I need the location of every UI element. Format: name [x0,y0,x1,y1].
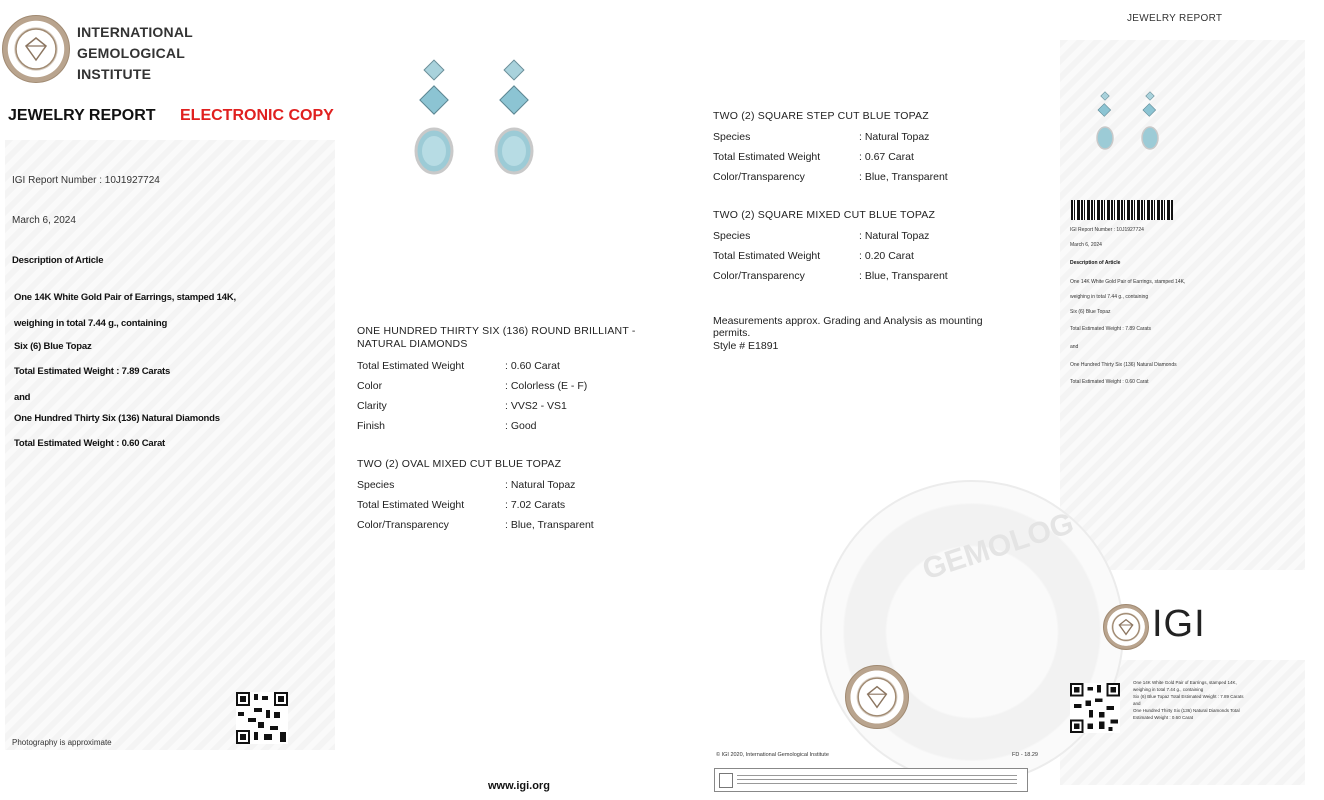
diamonds-row-value: : Good [505,420,537,432]
org-name-line2: GEMOLOGICAL [77,45,185,61]
oval-topaz-section-title: TWO (2) OVAL MIXED CUT BLUE TOPAZ [357,458,562,470]
diamonds-row-value: : Colorless (E - F) [505,380,588,392]
oval-row-value: : Natural Topaz [505,479,576,491]
watermark-text: GEMOLOG [918,506,1078,587]
mini-line: One 14K White Gold Pair of Earrings, stamped 14K, [1070,279,1186,285]
style-number: Style # E1891 [713,340,779,352]
diamonds-row-label: Color [357,380,383,392]
form-code: FD - 18.29 [1012,752,1038,758]
step-row-value: : Natural Topaz [859,131,930,143]
mixed-row-value: : 0.20 Carat [859,250,914,262]
description-line: One 14K White Gold Pair of Earrings, stamped 14K, [14,292,236,303]
mixed-row-value: : Blue, Transparent [859,270,948,282]
mini-description-heading: Description of Article [1070,260,1121,266]
step-row-label: Total Estimated Weight [713,151,821,163]
mixed-row-label: Total Estimated Weight [713,250,821,262]
website-link[interactable]: www.igi.org [488,780,550,792]
measurements-note-2: permits. [713,327,751,339]
oval-row-label: Species [357,479,395,491]
barcode [1071,200,1173,220]
igi-seal-stamp [845,665,909,729]
mini-qr-text: weighing in total 7.44 g., containing [1133,687,1204,692]
diamonds-row-label: Total Estimated Weight [357,360,465,372]
oval-row-label: Total Estimated Weight [357,499,465,511]
document-icon [719,773,733,788]
oval-row-value: : 7.02 Carats [505,499,566,511]
mini-line: Six (6) Blue Topaz [1070,309,1111,315]
mini-line: and [1070,344,1079,350]
description-line: Six (6) Blue Topaz [14,341,92,352]
disclaimer-lines [737,775,1017,785]
diamonds-row-label: Clarity [357,400,387,412]
org-name-line1: INTERNATIONAL [77,24,193,40]
description-line: Total Estimated Weight : 7.89 Carats [14,366,171,377]
watermark-seal [820,480,1124,784]
igi-logo-mark [1103,604,1149,650]
step-cut-section-title: TWO (2) SQUARE STEP CUT BLUE TOPAZ [713,110,929,122]
mini-report-number: IGI Report Number : 10J1927724 [1070,227,1144,233]
earrings-photo [405,58,555,183]
mini-qr-text: One 14K White Gold Pair of Earrings, stamped 14K, [1133,680,1237,685]
mixed-row-value: : Natural Topaz [859,230,930,242]
step-row-label: Species [713,131,751,143]
mini-date: March 6, 2024 [1070,242,1102,248]
step-row-value: : Blue, Transparent [859,171,948,183]
step-row-value: : 0.67 Carat [859,151,914,163]
description-line: weighing in total 7.44 g., containing [14,318,168,329]
report-number: IGI Report Number : 10J1927724 [12,175,160,186]
mini-qr-text: Estimated Weight : 0.60 Carat [1133,715,1193,720]
org-name-line3: INSTITUTE [77,66,152,82]
mini-card-title: JEWELRY REPORT [1127,13,1223,24]
mixed-cut-section-title: TWO (2) SQUARE MIXED CUT BLUE TOPAZ [713,209,936,221]
mini-qr-text: One Hundred Thirty Six (136) Natural Diamonds Total [1133,708,1240,713]
mini-earrings-photo [1090,90,1170,155]
mini-line: weighing in total 7.44 g., containing [1070,294,1149,300]
mini-line: One Hundred Thirty Six (136) Natural Diamonds [1070,362,1177,368]
oval-row-label: Color/Transparency [357,519,449,531]
description-line: One Hundred Thirty Six (136) Natural Diamonds [14,413,220,424]
mini-qr-text: and [1133,701,1141,706]
description-line: Total Estimated Weight : 0.60 Carat [14,438,166,449]
report-title: JEWELRY REPORT [8,107,156,124]
footer-disclaimer-box [714,768,1028,792]
step-row-label: Color/Transparency [713,171,805,183]
mini-qr-text: Six (6) Blue Topaz Total Estimated Weight : 7.89 Carats [1133,694,1244,699]
measurements-note: Measurements approx. Grading and Analysis as mounting [713,315,983,327]
mini-qr-code[interactable] [1070,683,1120,733]
electronic-copy-label: ELECTRONIC COPY [180,107,334,124]
diamonds-section-title: ONE HUNDRED THIRTY SIX (136) ROUND BRILLIANT - [357,325,636,337]
diamonds-section-title-2: NATURAL DIAMONDS [357,338,468,350]
copyright-text: © IGI 2020, International Gemological Institute [716,752,829,758]
diamonds-row-value: : 0.60 Carat [505,360,560,372]
photography-note: Photography is approximate [12,738,112,747]
diamonds-row-value: : VVS2 - VS1 [505,400,567,412]
igi-seal-logo [2,15,70,83]
description-heading: Description of Article [12,255,104,266]
igi-logo-text: IGI [1152,603,1206,645]
qr-code[interactable] [236,692,288,744]
oval-row-value: : Blue, Transparent [505,519,594,531]
mixed-row-label: Color/Transparency [713,270,805,282]
diamonds-row-label: Finish [357,420,386,432]
mixed-row-label: Species [713,230,751,242]
mini-line: Total Estimated Weight : 7.89 Carats [1070,326,1152,332]
description-line: and [14,392,31,403]
mini-line: Total Estimated Weight : 0.60 Carat [1070,379,1149,385]
report-date: March 6, 2024 [12,215,76,226]
